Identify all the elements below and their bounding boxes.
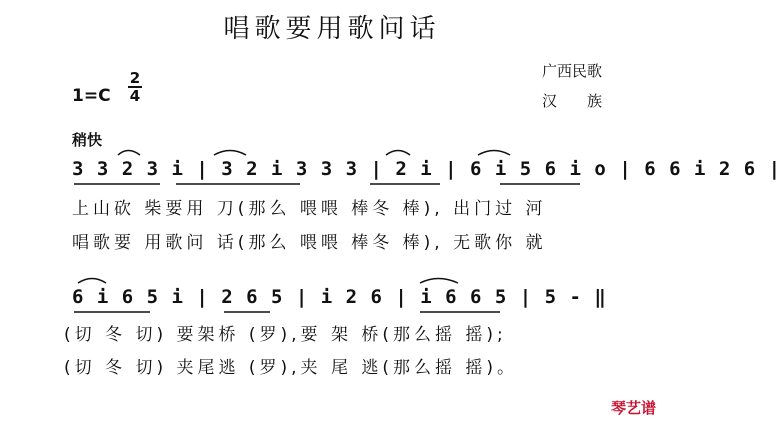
lyrics-line-1-verse-2: 唱歌要 用歌问 话(那么 喂喂 棒冬 棒), 无歌你 就 [72, 233, 547, 253]
slur-mark [386, 151, 410, 156]
time-signature-bottom: 4 [129, 87, 141, 105]
slur-mark [214, 151, 246, 156]
song-ethnic: 汉 族 [542, 92, 603, 110]
lyrics-line-2-verse-2: (切 冬 切) 夹尾逃 (罗),夹 尾 逃(那么摇 摇)。 [64, 358, 519, 378]
tempo-marking: 稍快 [72, 131, 103, 149]
notation-line-2: 6 i 6 5 i | 2 6 5 | i 2 6 | i 6 6 5 | 5 - ‖ [72, 286, 607, 308]
time-signature-top: 2 [129, 69, 141, 87]
slur-mark [118, 151, 140, 156]
song-title: 唱歌要用歌问话 [223, 14, 441, 44]
slur-mark [78, 279, 106, 284]
lyrics-line-2-verse-1: (切 冬 切) 要架桥 (罗),要 架 桥(那么摇 摇); [64, 325, 507, 345]
site-logo: 琴艺谱 [610, 399, 656, 417]
notation-line-1: 3 3 2 3 i | 3 2 i 3 3 3 | 2 i | 6 i 5 6 i o | 6 6 i 2 6 | [72, 158, 781, 180]
key-signature: 1=C [72, 86, 111, 106]
slur-mark [478, 151, 510, 156]
slur-mark [420, 279, 458, 284]
song-origin: 广西民歌 [542, 62, 603, 80]
lyrics-line-1-verse-1: 上山砍 柴要用 刀(那么 喂喂 棒冬 棒), 出门过 河 [72, 199, 547, 219]
